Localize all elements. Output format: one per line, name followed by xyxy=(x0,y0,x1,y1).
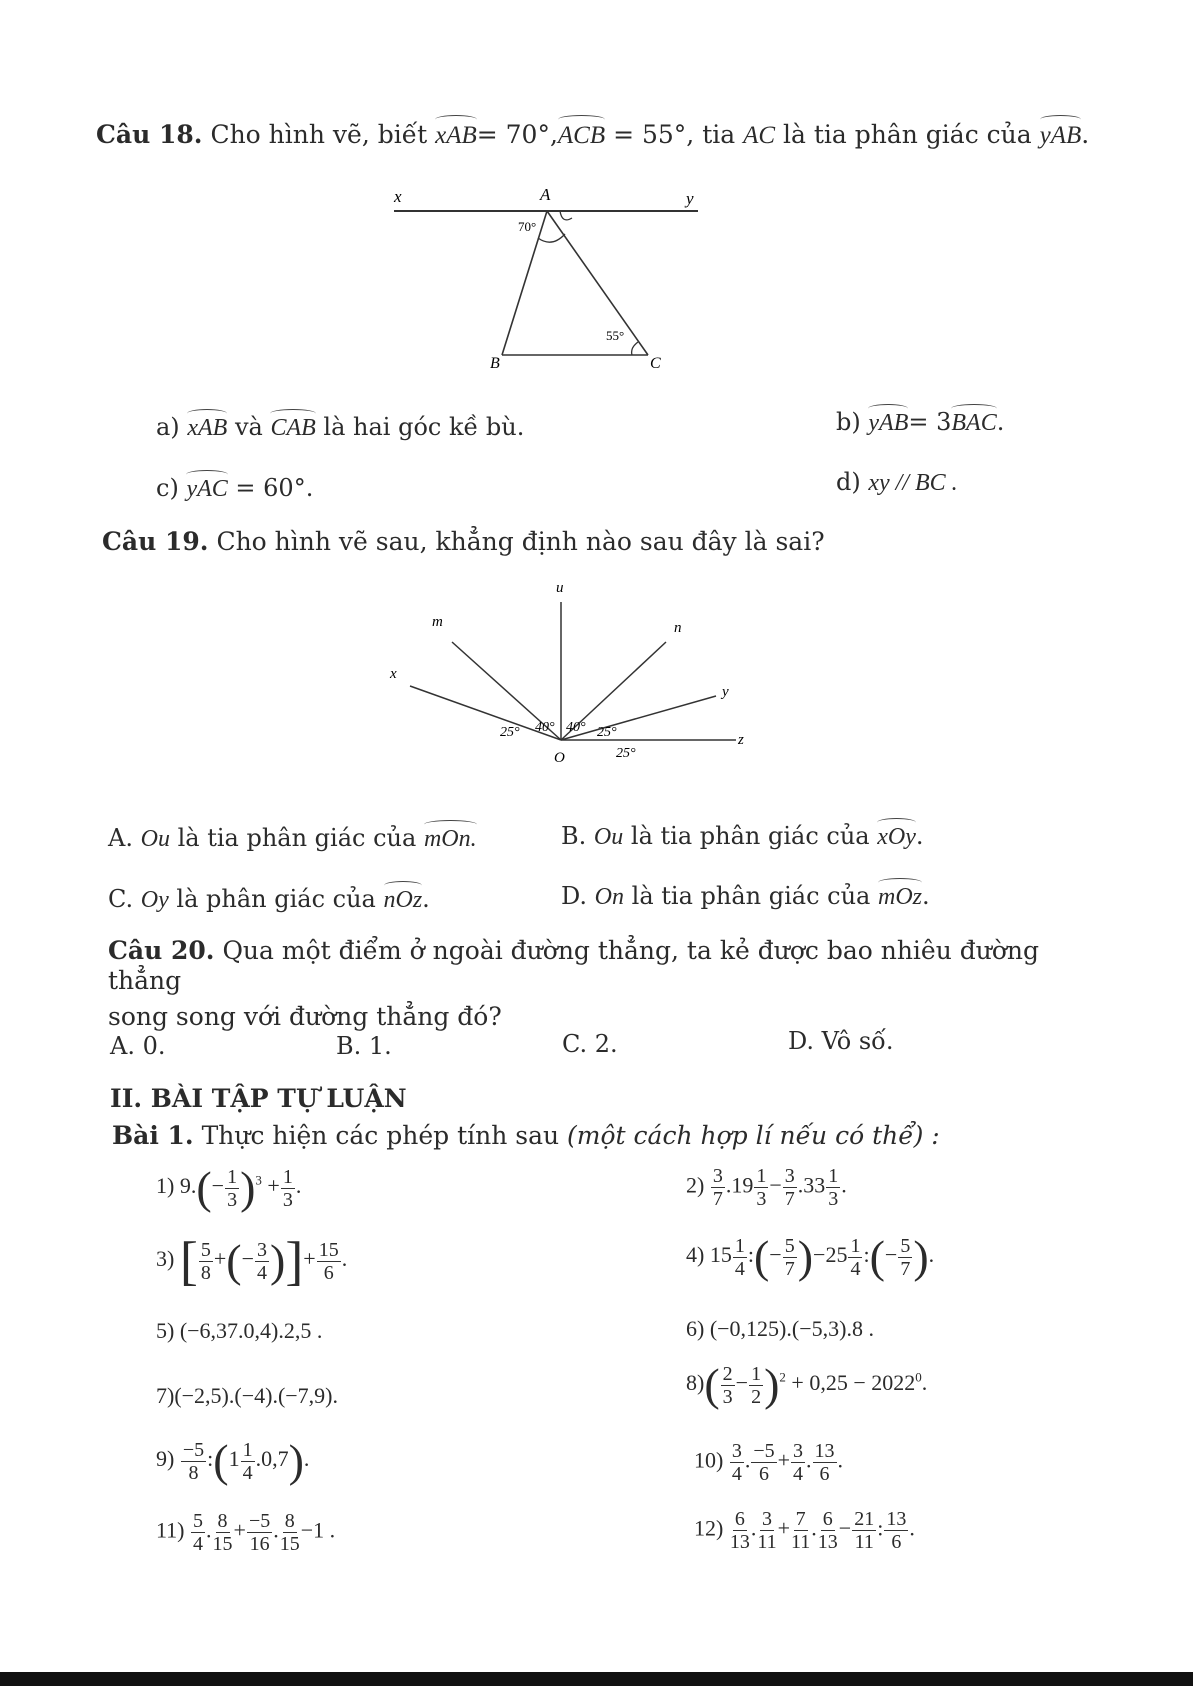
ex2-w1: .19 xyxy=(725,1172,754,1198)
label-x: x xyxy=(390,666,397,682)
ex4-w2: 25 xyxy=(825,1242,848,1268)
ex11-d4: 15 xyxy=(279,1533,300,1555)
ex12-n1: 6 xyxy=(734,1508,745,1530)
ex2-d2: 3 xyxy=(756,1188,767,1210)
segment-ac xyxy=(547,211,648,355)
ex10-n3: 3 xyxy=(793,1440,804,1462)
ex9-tail: .0,7 xyxy=(255,1446,289,1472)
ex3-num: 3) xyxy=(156,1246,175,1272)
q18-a-prefix: a) xyxy=(156,413,180,441)
arc-a xyxy=(538,234,565,242)
ex9-d2: 4 xyxy=(242,1461,253,1484)
q20-label: Câu 20. xyxy=(108,936,215,965)
ex11-d3: 16 xyxy=(249,1533,270,1555)
ex12-d5: 11 xyxy=(854,1531,874,1553)
ex11-num: 11) xyxy=(156,1517,185,1543)
label-x: x xyxy=(394,187,402,206)
label-m: m xyxy=(432,614,443,630)
ex1-num1: 1 xyxy=(227,1165,238,1188)
ex3-n3: 15 xyxy=(318,1238,339,1261)
exercise-12: 12) $\frac{6}{13}$ . $\frac{3}{11}$ + $\frac{7}{11}$ . $\frac{6}{13}$ − $\frac{21}{11}$ : $\frac{13}{6}$ . xyxy=(694,1508,915,1553)
ex8-tail-exp: 0 xyxy=(915,1369,922,1385)
ex1-den1: 3 xyxy=(227,1188,238,1211)
q19-c-text: là phân giác của xyxy=(176,885,376,913)
q19-d-text: là tia phân giác của xyxy=(631,882,871,910)
q18-b-end: . xyxy=(996,408,1005,436)
ex12-d4: 13 xyxy=(817,1531,838,1553)
q18-option-c xyxy=(156,474,313,503)
q18-end: . xyxy=(1081,120,1090,149)
q18-option-a xyxy=(156,413,524,442)
ex12-n2: 3 xyxy=(761,1508,772,1530)
ex4-d2: 7 xyxy=(784,1257,795,1280)
q20-option-a: A. 0. xyxy=(110,1032,166,1060)
ex10-d2: 6 xyxy=(758,1463,769,1485)
q20-option-d: D. Vô số. xyxy=(788,1027,894,1055)
ex8-d2: 2 xyxy=(751,1385,762,1408)
label-angle-c: 55° xyxy=(606,328,625,343)
angle-noy: 25° xyxy=(597,725,617,740)
q19-d-label: D. xyxy=(561,882,588,910)
ex12-n5: 21 xyxy=(854,1508,875,1530)
q19-option-a xyxy=(108,824,477,853)
ex2-d3: 7 xyxy=(784,1188,795,1210)
ex3-n1: 5 xyxy=(200,1238,211,1261)
exercise-3: 3) [ $\frac{5}{8}$ +(− $\frac{3}{4}$ )]+ $\frac{15}{6}$ . xyxy=(156,1231,348,1291)
ex2-d1: 7 xyxy=(712,1188,723,1210)
ex4-num: 4) xyxy=(686,1242,705,1268)
label-angle-a: 70° xyxy=(518,219,537,234)
exercise-9: 9) $\frac{-5}{8}$ :(1 $\frac{1}{4}$ .0,7). xyxy=(156,1435,310,1486)
ex11-n1: 5 xyxy=(193,1510,204,1532)
q18-label: Câu 18. xyxy=(96,120,203,149)
q19-c-end: . xyxy=(422,885,430,913)
exercise-2: 2) $\frac{3}{7}$ .19 $\frac{1}{3}$ − $\frac{3}{7}$ .33 $\frac{1}{3}$ . xyxy=(686,1165,847,1210)
q19-label: Câu 19. xyxy=(102,527,209,556)
ex1-exp: 3 xyxy=(255,1172,262,1188)
q20-line1 xyxy=(108,936,1068,996)
ex2-n2: 1 xyxy=(756,1165,767,1187)
ex2-n3: 3 xyxy=(784,1165,795,1187)
ex1-den2: 3 xyxy=(282,1188,293,1211)
arc-c xyxy=(632,342,638,355)
ex11-n4: 8 xyxy=(284,1510,295,1532)
scan-bottom-edge xyxy=(0,1672,1193,1686)
ex6-expr: (−0,125).(−5,3).8 . xyxy=(709,1316,874,1341)
angle-xom: 25° xyxy=(500,725,520,740)
label-n: n xyxy=(674,620,682,636)
q19-d-ray: On xyxy=(594,884,624,910)
ex8-tail: + 0,25 − 2022 xyxy=(791,1370,916,1396)
label-y: y xyxy=(722,684,729,700)
q19-a-ang: mOn. xyxy=(423,826,477,852)
ex9-n1: −5 xyxy=(182,1438,205,1461)
part2-heading: II. BÀI TẬP TỰ LUẬN xyxy=(110,1084,407,1113)
ex2-d4: 3 xyxy=(828,1188,839,1210)
q19-d-end: . xyxy=(922,882,930,910)
ex10-num: 10) xyxy=(694,1447,724,1473)
exercise-10: 10) $\frac{3}{4}$ . $\frac{-5}{6}$ + $\frac{3}{4}$ . $\frac{13}{6}$ . xyxy=(694,1440,844,1485)
ex5-expr: (−6,37.0,4).2,5 . xyxy=(179,1318,323,1343)
ex10-d4: 6 xyxy=(819,1463,830,1485)
ex12-d3: 11 xyxy=(791,1531,811,1553)
ex11-n3: −5 xyxy=(248,1510,271,1532)
ex4-n1: 1 xyxy=(734,1234,745,1257)
ex10-n2: −5 xyxy=(753,1440,775,1462)
q18-val2: = 55° xyxy=(613,120,687,149)
ex12-num: 12) xyxy=(694,1515,724,1541)
q20-option-c: C. 2. xyxy=(562,1030,618,1058)
ex8-n1: 2 xyxy=(722,1362,733,1385)
q19-text: Cho hình vẽ sau, khẳng định nào sau đây là sai? xyxy=(216,527,825,556)
exercise-8: 8)( $\frac{2}{3}$ − $\frac{1}{2}$ )$^2 + 0,25 - 2022^0$. xyxy=(686,1359,928,1410)
label-y: y xyxy=(686,189,694,208)
q18-statement xyxy=(96,120,1089,151)
ex10-d3: 4 xyxy=(793,1463,804,1485)
exercise-6 xyxy=(686,1316,874,1342)
q18-b-ang2: BAC xyxy=(951,410,997,436)
ex9-d1: 8 xyxy=(188,1461,199,1484)
ex1-coef: 9. xyxy=(179,1173,197,1199)
q18-option-d xyxy=(836,468,958,497)
q19-b-ang: xOy xyxy=(877,824,916,850)
q20-text-2: song song với đường thẳng đó? xyxy=(108,1002,502,1031)
bai1-label: Bài 1. xyxy=(112,1121,194,1150)
label-b: B xyxy=(490,355,500,370)
ex11-n2: 8 xyxy=(217,1510,228,1532)
ex3-d1: 8 xyxy=(200,1261,211,1284)
q20-statement xyxy=(108,936,1068,1032)
angle-mou: 40° xyxy=(535,720,555,735)
q19-option-b xyxy=(561,822,924,851)
ex4-d3: 4 xyxy=(850,1257,861,1280)
ex4-d4: 7 xyxy=(900,1257,911,1280)
ex11-d2: 15 xyxy=(212,1533,233,1555)
q18-mid2: là tia phân giác của xyxy=(783,120,1032,149)
q18-angle-acb: ACB xyxy=(557,122,606,149)
q19-c-ray: Oy xyxy=(140,887,169,913)
q19-a-text: là tia phân giác của xyxy=(177,824,417,852)
q19-b-ray: Ou xyxy=(593,824,624,850)
q18-intro: Cho hình vẽ, biết xyxy=(210,120,428,149)
label-z: z xyxy=(738,732,744,748)
ex7-num: 7) xyxy=(156,1383,175,1408)
q18-c-ang: yAC xyxy=(186,476,228,502)
label-a: A xyxy=(540,185,551,204)
q18-b-prefix: b) xyxy=(836,408,861,436)
q19-statement xyxy=(102,527,825,557)
ex11-d1: 4 xyxy=(193,1533,204,1555)
q19-figure xyxy=(380,570,760,795)
exercise-11: 11) $\frac{5}{4}$ . $\frac{8}{15}$ + $\frac{-5}{16}$ . $\frac{8}{15}$ −1 . xyxy=(156,1510,336,1555)
ex3-d2: 4 xyxy=(256,1261,267,1284)
ex4-n3: 1 xyxy=(850,1234,861,1257)
ex10-n1: 3 xyxy=(731,1440,742,1462)
arc-a2 xyxy=(560,211,572,220)
q18-c-text: = 60°. xyxy=(235,474,314,502)
angle-yoz: 25° xyxy=(616,746,636,761)
ex2-num: 2) xyxy=(686,1172,705,1198)
q20-option-b: B. 1. xyxy=(336,1032,392,1060)
q20-text-1: Qua một điểm ở ngoài đường thẳng, ta kẻ được bao nhiêu đường thẳng xyxy=(108,936,1040,995)
ex9-w1: 1 xyxy=(228,1446,240,1472)
ex1-num: 1) xyxy=(156,1173,175,1199)
q19-a-label: A. xyxy=(108,824,133,852)
ex4-n4: 5 xyxy=(900,1234,911,1257)
q18-a-and: và xyxy=(234,413,263,441)
bai1-note: (một cách hợp lí nếu có thể) : xyxy=(567,1121,940,1150)
q18-b-ang1: yAB xyxy=(868,410,909,436)
q18-angle-yab: yAB xyxy=(1039,122,1082,149)
label-c: C xyxy=(650,355,661,370)
q19-option-d xyxy=(561,882,930,911)
ex12-n3: 7 xyxy=(795,1508,806,1530)
q19-c-ang: nOz xyxy=(383,887,423,913)
q19-b-end: . xyxy=(915,822,924,850)
ex4-n2: 5 xyxy=(784,1234,795,1257)
q19-b-label: B. xyxy=(561,822,587,850)
ex2-w2: .33 xyxy=(797,1172,826,1198)
exercise-5 xyxy=(156,1318,322,1344)
ex6-num: 6) xyxy=(686,1316,705,1341)
q18-angle-xab: xAB xyxy=(435,122,477,149)
q19-a-ray: Ou xyxy=(140,826,170,852)
q18-a-ang1: xAB xyxy=(187,415,228,441)
q18-option-b xyxy=(836,408,1004,437)
ex7-expr: (−2,5).(−4).(−7,9). xyxy=(174,1383,339,1408)
q18-figure xyxy=(380,180,710,370)
ex9-n2: 1 xyxy=(242,1438,253,1461)
q18-ray: AC xyxy=(743,122,776,149)
ex9-num: 9) xyxy=(156,1446,175,1472)
ex8-num: 8) xyxy=(686,1370,705,1396)
q18-a-ang2: CAB xyxy=(270,415,316,441)
ex8-d1: 3 xyxy=(722,1385,733,1408)
exercise-7 xyxy=(156,1383,338,1409)
q19-option-c xyxy=(108,885,430,914)
angle-uon: 40° xyxy=(566,720,586,735)
q18-b-eq: = 3 xyxy=(908,408,952,436)
ex4-d1: 4 xyxy=(734,1257,745,1280)
q18-d-text: xy // BC . xyxy=(868,470,958,496)
q19-b-text: là tia phân giác của xyxy=(630,822,870,850)
ex10-n4: 13 xyxy=(814,1440,835,1462)
exercise-4: 4) 15 $\frac{1}{4}$ :(− $\frac{5}{7}$ )−25 $\frac{1}{4}$ :(− $\frac{5}{7}$ ). xyxy=(686,1231,935,1282)
bai1-text: Thực hiện các phép tính sau xyxy=(201,1121,560,1150)
label-o: O xyxy=(554,750,565,766)
ex5-num: 5) xyxy=(156,1318,175,1343)
bai1-statement xyxy=(112,1121,940,1151)
q18-mid: , tia xyxy=(686,120,736,149)
ex12-n4: 6 xyxy=(822,1508,833,1530)
q18-val1: = 70°, xyxy=(476,120,558,149)
ex4-w1: 15 xyxy=(709,1242,732,1268)
ex12-d6: 6 xyxy=(891,1531,902,1553)
ex3-n2: 3 xyxy=(256,1238,267,1261)
ex1-num2: 1 xyxy=(282,1165,293,1188)
ex11-tail: −1 . xyxy=(300,1517,336,1543)
q18-c-prefix: c) xyxy=(156,474,179,502)
q18-d-prefix: d) xyxy=(836,468,861,496)
label-u: u xyxy=(556,580,564,596)
ex2-n1: 3 xyxy=(712,1165,723,1187)
ex3-d3: 6 xyxy=(323,1261,334,1284)
ex8-exp: 2 xyxy=(779,1369,786,1385)
ex2-n4: 1 xyxy=(828,1165,839,1187)
ex12-d1: 13 xyxy=(729,1531,750,1553)
ex12-d2: 11 xyxy=(757,1531,777,1553)
ex10-d1: 4 xyxy=(731,1463,742,1485)
q18-a-text: là hai góc kề bù. xyxy=(323,413,525,441)
q19-d-ang: mOz xyxy=(878,884,923,910)
exercise-1: 1) 9.(− $\frac{1}{3}$ )$^3$ + $\frac{1}{3}$ . xyxy=(156,1162,302,1213)
q19-c-label: C. xyxy=(108,885,134,913)
ex12-n6: 13 xyxy=(886,1508,907,1530)
ex8-n2: 1 xyxy=(751,1362,762,1385)
